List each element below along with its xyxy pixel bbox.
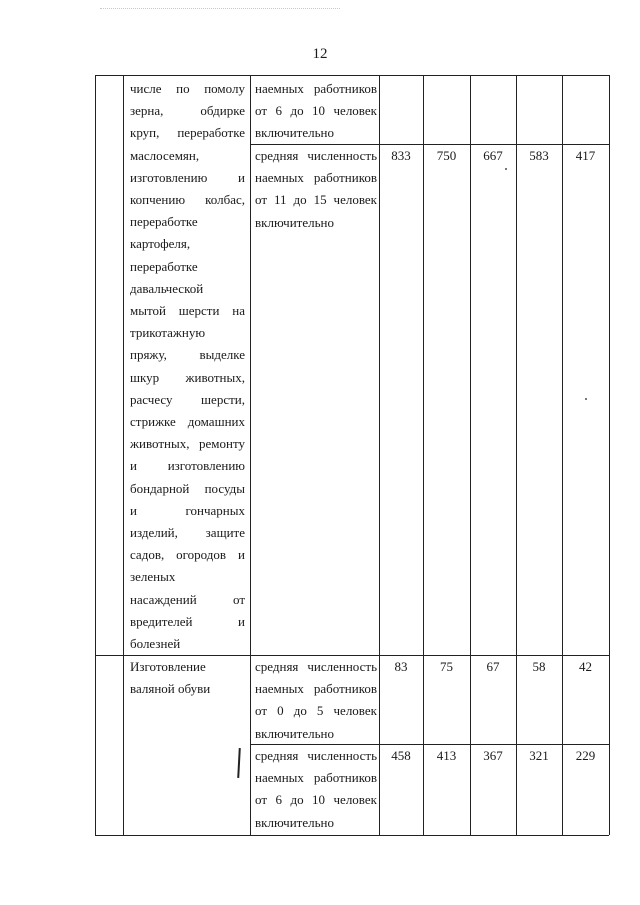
text-word: переработке [130, 214, 198, 230]
desc-line [255, 100, 377, 122]
table-column-line [516, 75, 517, 835]
table-column-line [609, 75, 610, 835]
rate-value: 583 [529, 148, 549, 163]
text-word: бондарной [130, 480, 190, 496]
desc-line [255, 78, 377, 100]
text-word: до [293, 192, 307, 208]
text-word: численность [307, 748, 377, 763]
activity-line [130, 455, 245, 477]
activity-line [130, 544, 245, 566]
text-word: от [255, 703, 268, 719]
text-word: круп, [130, 125, 160, 141]
activity-line [130, 278, 245, 300]
desc-line [255, 656, 377, 678]
text-word: включительно [255, 125, 334, 141]
table-top-line [95, 75, 609, 76]
activity-line [130, 566, 245, 588]
text-word: зерна, [130, 103, 164, 119]
text-word: 5 [316, 703, 324, 719]
text-word: по [176, 81, 190, 96]
text-word: домашних [187, 414, 245, 430]
table-column-line [123, 75, 124, 835]
rate-value: 667 [483, 148, 503, 163]
text-word: работников [313, 770, 377, 786]
activity-line [130, 478, 245, 500]
text-word: человек [333, 103, 377, 119]
activity-line [130, 300, 245, 322]
activity-line [130, 433, 245, 455]
text-word: работников [313, 170, 377, 186]
activity-line [130, 322, 245, 344]
activity-line [130, 678, 245, 700]
rate-value: 67 [486, 659, 500, 674]
text-word: маслосемян, [130, 147, 200, 163]
activity-line [130, 611, 245, 633]
text-word: 11 [273, 192, 287, 208]
activity-line [130, 344, 245, 366]
text-word: расчесу [130, 391, 173, 407]
text-word: на [232, 303, 245, 319]
text-word: обдирке [200, 103, 245, 119]
text-word: наемных [255, 170, 304, 186]
text-word: шерсти [178, 303, 220, 319]
desc-line [255, 767, 377, 789]
text-word: огородов [176, 547, 227, 563]
table-column-line [379, 75, 380, 835]
text-word: средняя [255, 148, 299, 163]
text-word: и [238, 547, 245, 563]
text-word: и [130, 502, 137, 518]
text-word: и [130, 458, 137, 474]
desc-line [255, 189, 377, 211]
rate-value: 413 [436, 748, 457, 763]
text-word: численность [307, 148, 377, 163]
rate-value: 750 [436, 148, 457, 163]
table-column-line [95, 75, 96, 835]
text-word: и [238, 613, 245, 629]
text-word: 10 [312, 792, 326, 808]
text-word: посуды [204, 480, 245, 496]
desc-line [255, 678, 377, 700]
activity-line [130, 367, 245, 389]
text-word: наемных [255, 681, 304, 697]
desc-line [255, 789, 377, 811]
text-word: наемных [255, 81, 304, 96]
text-word: животных, [130, 436, 190, 452]
text-word: до [290, 792, 304, 808]
activity-line [130, 256, 245, 278]
scan-speck [585, 398, 587, 400]
activity-line [130, 233, 245, 255]
text-word: изготовлению [130, 169, 208, 185]
text-word: колбас, [205, 192, 245, 208]
activity-line [130, 211, 245, 233]
text-word: средняя [255, 659, 299, 674]
text-word: гончарных [185, 502, 245, 518]
rate-value: 458 [391, 748, 411, 763]
text-word: работников [313, 681, 377, 697]
text-word: шерсти, [201, 391, 245, 407]
desc-line [255, 812, 377, 834]
text-word: от [232, 591, 245, 607]
text-word: зеленых [130, 569, 176, 585]
rate-value: 75 [440, 659, 453, 674]
text-word: численность [307, 659, 377, 674]
text-word: садов, [130, 547, 165, 563]
text-word: Изготовление [130, 659, 206, 674]
table-column-line [250, 75, 251, 835]
desc-line [255, 700, 377, 722]
text-word: защите [205, 525, 245, 541]
text-word: валяной обуви [130, 681, 211, 697]
text-word: наемных [255, 770, 304, 786]
employees-range-cell [255, 78, 377, 145]
rate-value: 83 [394, 659, 408, 674]
text-word: 0 [277, 703, 284, 719]
text-word: помолу [204, 81, 245, 96]
activity-line [130, 78, 245, 100]
text-word: пряжу, [130, 347, 167, 363]
text-word: числе [130, 81, 162, 96]
text-word: человек [333, 703, 377, 719]
text-word: переработке [130, 258, 198, 274]
text-word: изготовлению [167, 458, 245, 474]
activity-cell [130, 656, 245, 700]
activity-line [130, 189, 245, 211]
desc-line [255, 745, 377, 767]
table-column-line [562, 75, 563, 835]
activity-cell [130, 78, 245, 655]
desc-line [255, 723, 377, 745]
text-word: вредителей [130, 613, 193, 629]
desc-line [255, 212, 377, 234]
rate-value: 42 [579, 659, 592, 674]
text-word: копчению [130, 192, 186, 208]
text-word: животных, [185, 369, 245, 385]
text-word: человек [333, 192, 377, 208]
table-column-line [470, 75, 471, 835]
text-word: картофеля, [130, 236, 191, 252]
desc-line [255, 145, 377, 167]
text-word: переработке [177, 125, 245, 141]
employees-range-cell [255, 145, 377, 234]
text-word: 6 [275, 103, 282, 119]
activity-line [130, 122, 245, 144]
text-word: давальческой [130, 280, 204, 296]
employees-range-cell [255, 745, 377, 834]
activity-line [130, 167, 245, 189]
text-word: ремонту [199, 436, 245, 452]
table-bottom-line [95, 835, 609, 836]
activity-line [130, 522, 245, 544]
rate-value: 417 [575, 148, 596, 163]
page-number: 12 [312, 46, 328, 62]
text-word: изделий, [130, 525, 178, 541]
text-word: работников [313, 81, 377, 96]
text-word: трикотажную [130, 325, 206, 341]
text-word: и [238, 169, 245, 185]
text-word: 6 [275, 792, 282, 808]
text-word: средняя [255, 748, 299, 763]
rate-value: 833 [391, 148, 411, 163]
rate-value: 321 [529, 748, 549, 763]
text-word: 10 [312, 103, 326, 119]
desc-line [255, 122, 377, 144]
activity-line [130, 633, 245, 655]
text-word: включительно [255, 814, 334, 830]
activity-line [130, 500, 245, 522]
text-word: шкур [130, 369, 160, 385]
activity-line [130, 656, 245, 678]
text-word: от [255, 103, 268, 119]
text-word: стрижке [130, 414, 176, 430]
scan-speck [505, 168, 507, 170]
text-word: мытой [130, 303, 166, 319]
activity-line [130, 100, 245, 122]
activity-line [130, 589, 245, 611]
rate-value: 229 [575, 748, 596, 763]
text-word: насаждений [130, 591, 197, 607]
desc-line [255, 167, 377, 189]
text-word: включительно [255, 725, 334, 741]
rate-value: 367 [483, 748, 503, 763]
text-word: болезней [130, 636, 181, 652]
table-column-line [423, 75, 424, 835]
text-word: выделке [199, 347, 245, 363]
activity-line [130, 411, 245, 433]
rate-value: 58 [532, 659, 546, 674]
text-word: от [255, 792, 268, 808]
text-word: до [293, 703, 307, 719]
text-word: 15 [313, 192, 327, 208]
activity-line [130, 389, 245, 411]
text-word: человек [333, 792, 377, 808]
employees-range-cell [255, 656, 377, 745]
text-word: до [290, 103, 304, 119]
text-word: от [255, 192, 268, 208]
text-word: включительно [255, 214, 334, 230]
activity-line [130, 145, 245, 167]
